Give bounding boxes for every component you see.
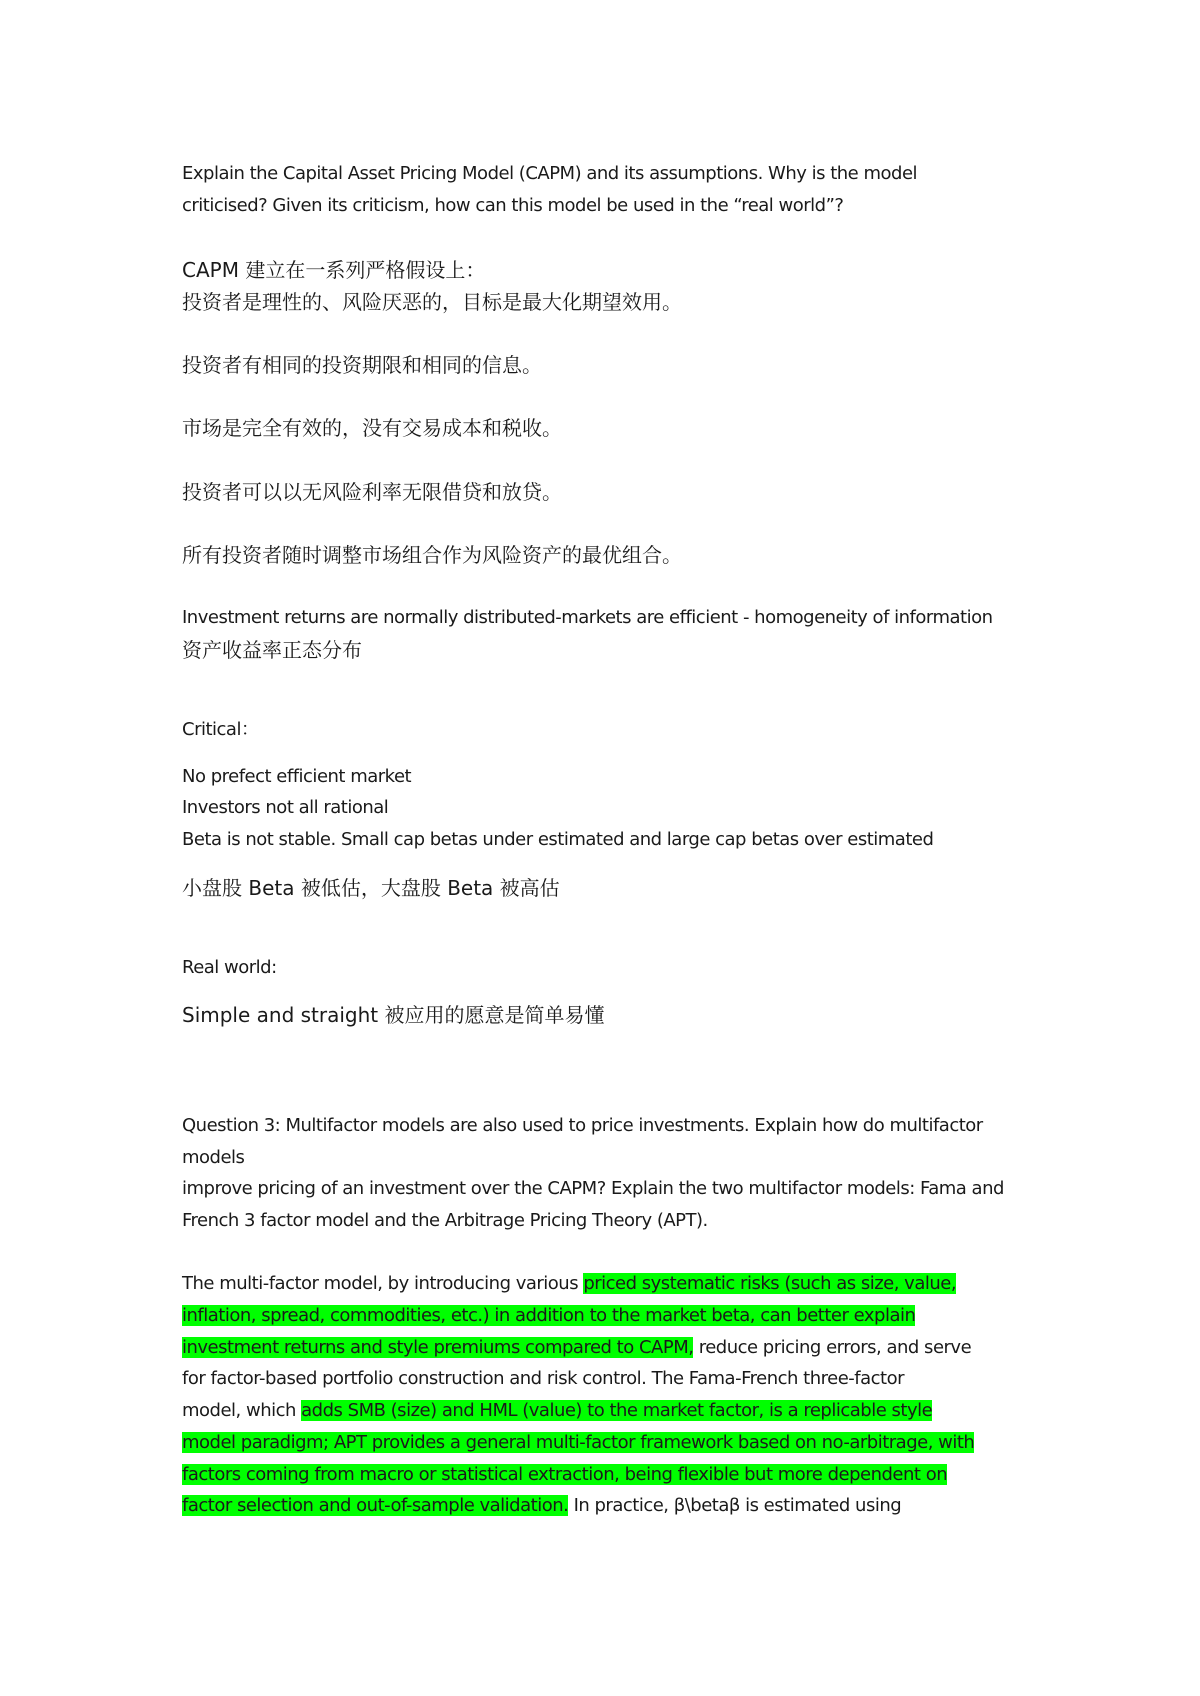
critical-point-4: 小盘股 Beta 被低估，大盘股 Beta 被高估 (182, 876, 560, 900)
answer-line-3 (182, 1332, 1042, 1364)
critical-point-2: Investors not all rational (182, 797, 389, 818)
real-world-heading: Real world: (182, 957, 277, 978)
critical-point-1: No prefect efficient market (182, 766, 412, 787)
highlighted-text: adds SMB (size) and HML (value) to the market factor, is a replicable style (301, 1400, 933, 1421)
highlighted-text: priced systematic risks (such as size, value, (583, 1273, 957, 1294)
answer-line-5 (182, 1395, 1042, 1427)
highlighted-text: model paradigm; APT provides a general multi-factor framework based on no-arbitrage, with (182, 1432, 975, 1453)
question-3-line-1: Question 3: Multifactor models are also used to price investments. Explain how do multifactor (182, 1115, 983, 1136)
answer-text: The multi-factor model, by introducing various (182, 1273, 584, 1294)
assumption-5: 所有投资者随时调整市场组合作为风险资产的最优组合。 (182, 543, 682, 567)
real-world-line: Simple and straight 被应用的愿意是简单易懂 (182, 1003, 605, 1027)
answer-line-8 (182, 1490, 1042, 1522)
critical-heading: Critical： (182, 719, 259, 740)
question-3-line-3: improve pricing of an investment over the CAPM? Explain the two multifactor models: Fama and (182, 1178, 1004, 1199)
question-1-line-2: criticised? Given its criticism, how can this model be used in the “real world”? (182, 195, 844, 216)
highlighted-text: factors coming from macro or statistical extraction, being flexible but more dependent on (182, 1464, 948, 1485)
assumptions-intro: CAPM 建立在一系列严格假设上： (182, 258, 486, 282)
answer-line-7 (182, 1459, 1042, 1491)
assumption-2: 投资者有相同的投资期限和相同的信息。 (182, 353, 542, 377)
answer-text: In practice, β\betaβ is estimated using (568, 1495, 902, 1516)
highlighted-text: inflation, spread, commodities, etc.) in addition to the market beta, can better explain (182, 1305, 916, 1326)
answer-line-6 (182, 1427, 1042, 1459)
highlighted-text: investment returns and style premiums compared to CAPM, (182, 1337, 694, 1358)
highlighted-text: factor selection and out-of-sample validation. (182, 1495, 569, 1516)
assumptions-chinese-line: 资产收益率正态分布 (182, 638, 362, 662)
question-3-line-4: French 3 factor model and the Arbitrage Pricing Theory (APT). (182, 1210, 708, 1231)
assumption-1: 投资者是理性的、风险厌恶的，目标是最大化期望效用。 (182, 290, 682, 314)
question-3-line-2: models (182, 1147, 245, 1168)
question-1-line-1: Explain the Capital Asset Pricing Model (CAPM) and its assumptions. Why is the model (182, 163, 918, 184)
assumptions-english-line: Investment returns are normally distributed-markets are efficient - homogeneity of information (182, 607, 993, 628)
assumption-3: 市场是完全有效的，没有交易成本和税收。 (182, 416, 562, 440)
answer-line-2 (182, 1300, 1042, 1332)
answer-line-1 (182, 1268, 1042, 1300)
answer-text: model, which (182, 1400, 302, 1421)
assumption-4: 投资者可以以无风险利率无限借贷和放贷。 (182, 480, 562, 504)
answer-line-4: for factor-based portfolio construction and risk control. The Fama-French three-factor (182, 1368, 904, 1389)
answer-text: reduce pricing errors, and serve (693, 1337, 972, 1358)
critical-point-3: Beta is not stable. Small cap betas under estimated and large cap betas over estimated (182, 829, 934, 850)
